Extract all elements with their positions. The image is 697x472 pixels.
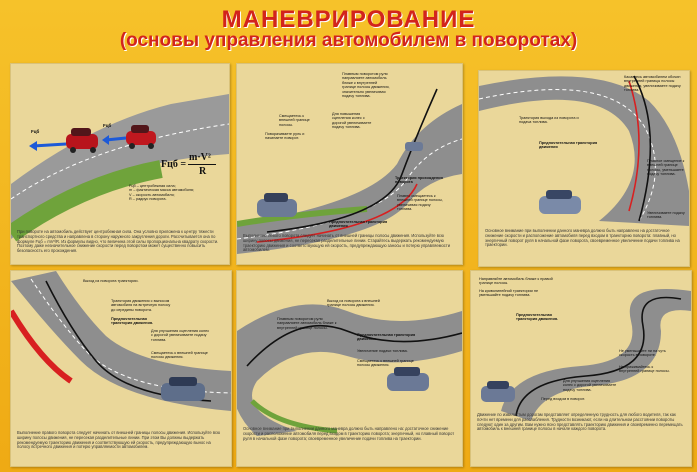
title-band [0,0,697,58]
p3-label-2: Траектория выхода из поворота и подача топлива. [519,116,579,125]
p4-label-4: Для улучшения сцепления колес с дорогой увеличиваете подачу топлива. [151,329,210,342]
p6-label-7: Перед входом в поворот. [541,397,585,401]
p6-label-6: Для улучшения сцепления колес с дорогой увеличиваете подачу топлива. [563,379,617,392]
p5-label-5: Смещаетесь к внешней границе полосы движения. [357,359,414,368]
force-arrow-left [33,144,66,146]
p6-label-4: Не уменьшайте ни на чуть скорость в повороте. [619,349,666,358]
p4-label-3: Предпочтительная траектория движения. [111,317,154,326]
p2-label-2: Поворачиваете руль и начинаете поворот. [265,132,305,141]
p5-label-1: Выход из поворота к внешней границе полосы движения. [327,299,380,308]
formula-denominator: R [199,166,207,177]
force-label-b: Fцб [103,123,112,128]
p6-label-1: Направляйте автомобиль ближе к правой границе полосы. [479,277,553,286]
panel-centrifugal-force [10,63,230,265]
panel-winding-road [470,270,692,467]
p6-label-2: На криволинейной траектории не уменьшайте подачу топлива. [479,289,539,298]
force-label-a: Fцб [31,129,40,134]
panel-s-curve [236,270,463,467]
p2-trajectory-label: Траектория прохождения поворота [395,176,443,185]
p4-label-5: Смещаетесь к внешней границе полосы движения. [151,351,208,360]
panel-6-caption: Движение по извилистым дорогам представляет определенную трудность для любого водителя, так как почти нет времени для расслабления. Трудности возникают, если на длительном расстоянии повороты следуют один за другим. Вам нужно ясно представлять траекторию движения и своевременно перемещать автомобиль к внешней границе полосы в начале каждого поворота. [477,412,683,432]
formula-fraction-bar [188,164,216,165]
p3-label-4: Увеличиваете подачу топлива. [647,211,685,220]
p6-label-3: Предпочтительная траектория движения. [516,313,559,322]
p5-label-3: Предпочтительная траектория движения. [357,333,416,342]
p5-label-4: Увеличение подачи топлива. [357,349,408,353]
panel-left-turn [236,63,463,265]
panel-2-caption: Выполнение левого поворота следует начинать от внешней границы полосы движения. Используйте всю ширину полосы движения, не пересекая разделительные линии. Старайтесь выдержать рекомендуемую траекторию движения и соответствующую ей скорость, предупреждающую заносы и потерю управляемости автомобилем. [243,233,450,253]
p3-preferred-label: Предпочтительная траектория движения [539,141,598,150]
p2-label-3: Для повышения сцепления колес с дорогой увеличиваете подачу топлива. [332,112,372,130]
p3-label-1: Касаетесь автомобилем обочин внутренней границы полосы движения, увеличиваете подачу топлива. [624,75,681,93]
p4-label-1: Выход из поворота траектории. [83,279,139,283]
poster-subtitle: (основы управления автомобилем в поворотах) [119,30,578,51]
car-far-left-turn [405,142,423,151]
p2-preferred-label: Предпочтительная траектория движения [329,220,388,229]
p2-label-5: Плавно смещаетесь к внешней границе полосы, увеличивая подачу топлива. [397,194,443,212]
poster-title: МАНЕВРИРОВАНИЕ [221,6,476,33]
formula-numerator: m·V² [189,152,211,163]
panel-4-caption: Выполнение правого поворота следует начинать от внешней границы полосы движения. Используйте всю ширину полосы движения, не пересекая разделительные линии. При этом Вы должны выдержать рекомендуемую траекторию движения и соответствующую ей скорость, предупреждающую вынос на полосу встречного движения и потерю управляемости автомобилем. [17,430,221,450]
p3-label-3: Плавное смещение к внешней границе полосы, уменьшаете подачу топлива. [647,159,685,177]
panel-1-caption: При повороте на автомобиль действует центробежная сила. Она условно приложена к центру тяжести транспортного средства и направлена в сторону наружного закругления дороги. Рассчитывается она по формуле Fцб = mV²/R. Из формулы видно, что величина этой силы пропорциональна квадрату скорости. Поэтому даже незначительное снижение скорости перед поворотом может существенно повысить безопасность его прохождения. [17,229,219,254]
p4-label-2: Траектория движения с выносом автомобиля на встречную полосу до середины поворота. [111,299,171,312]
panel-right-turn [10,270,232,467]
panel-3-caption: Основное внимание при выполнении данного маневра должно быть направлено на достаточное снижение скорости и расположение автомобиля перед входом в траекторию поворота: плавный, но энергичный поворот руля в начальной фазе поворота, своевременное увеличение подачи топлива на траектории. [485,228,680,248]
panel-right-curve [478,70,690,267]
formula-left: Fцб = [161,159,187,170]
p6-label-5: Не прижимайтесь к внутренней границе полосы. [619,365,670,374]
formula-legend: Fцб – центробежная сила; m – фактическая масса автомобиля; V – скорость автомобиля; R – радиус поворота. [129,184,195,202]
p2-label-4: Плавным поворотом руля направляете автомобиль ближе к внутренней границе полосы движения, значительно увеличивая подачу топлива. [342,72,390,99]
panel-5-caption: Основное внимание при выполнении данного маневра должно быть направлено на: достаточное снижение скорости и расположение автомобиля перед входом в траекторию поворота; энергичный, но плавный поворот руля в начальной фазе поворота; своевременное увеличение подачи топлива на траектории. [243,426,455,441]
p2-label-1: Смещаетесь к внешней границе полосы. [279,114,310,127]
p5-label-2: Плавным поворотом руля направляете автомобиль ближе к внутренней границе полосы. [277,317,337,330]
